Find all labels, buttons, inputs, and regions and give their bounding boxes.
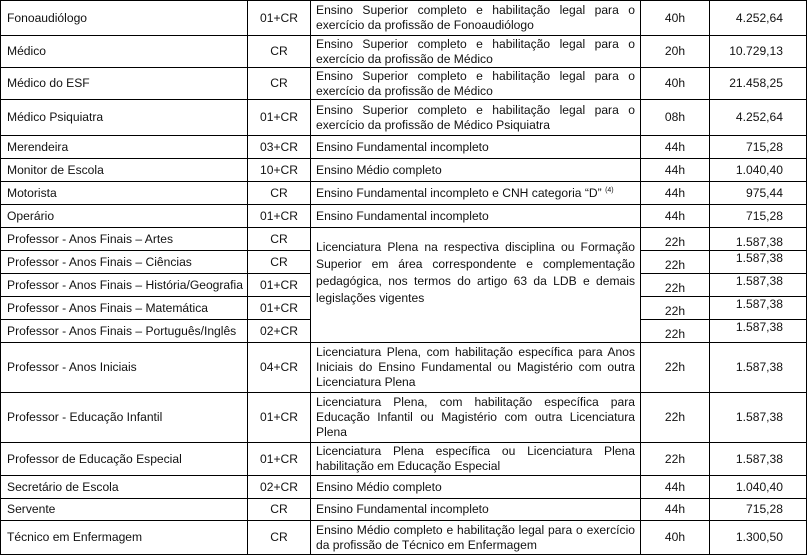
carga-horaria-cell: 44h	[641, 136, 710, 159]
cargo-cell: Secretário de Escola	[1, 476, 248, 499]
cargo-cell: Monitor de Escola	[1, 159, 248, 182]
carga-horaria-cell: 22h	[641, 393, 710, 443]
vagas-cell: 02+CR	[248, 320, 311, 343]
vencimento-cell: 1.587,38	[710, 228, 807, 251]
vagas-cell: 02+CR	[248, 476, 311, 499]
vencimento-cell: 4.252,64	[710, 1, 807, 36]
requisitos-cell	[311, 182, 641, 205]
vagas-cell: CR	[248, 182, 311, 205]
vagas-cell: 01+CR	[248, 443, 311, 476]
table-row	[1, 182, 807, 205]
carga-horaria-cell: 22h	[641, 343, 710, 393]
carga-horaria-cell: 44h	[641, 159, 710, 182]
table-row	[1, 521, 807, 555]
vagas-cell: 01+CR	[248, 1, 311, 36]
cargo-cell: Médico	[1, 36, 248, 68]
vencimento-cell: 1.587,38	[710, 274, 807, 297]
vencimento-cell: 1.300,50	[710, 521, 807, 555]
vencimento-cell: 1.040,40	[710, 159, 807, 182]
requisitos-anos-finais-cell: Licenciatura Plena na respectiva disciplina ou Formação Superior em área correspondente e complementação pedagógica, nos termos do artigo 63 da LDB e demais legislações vigentes	[311, 228, 641, 343]
table-row	[1, 36, 807, 68]
requisitos-cell: Licenciatura Plena, com habilitação específica para Anos Iniciais do Ensino Fundamental ou Magistério com outra Licenciatura Plena	[311, 343, 641, 393]
carga-horaria-cell: 22h	[641, 320, 710, 343]
carga-horaria-cell: 44h	[641, 499, 710, 521]
carga-horaria-cell: 40h	[641, 68, 710, 100]
vagas-cell: CR	[248, 251, 311, 274]
table-row	[1, 443, 807, 476]
vencimento-cell: 975,44	[710, 182, 807, 205]
cargo-cell: Professor - Anos Finais – Português/Inglês	[1, 320, 248, 343]
vagas-cell: CR	[248, 228, 311, 251]
table-row	[1, 205, 807, 228]
cargo-cell: Médico do ESF	[1, 68, 248, 100]
table-row	[1, 476, 807, 499]
vagas-cell: CR	[248, 68, 311, 100]
cargo-cell: Professor - Anos Finais – Matemática	[1, 297, 248, 320]
vencimento-cell: 1.040,40	[710, 476, 807, 499]
carga-horaria-cell: 44h	[641, 205, 710, 228]
vagas-cell: CR	[248, 36, 311, 68]
vagas-cell: 01+CR	[248, 100, 311, 136]
vencimento-cell: 1.587,38	[710, 393, 807, 443]
carga-horaria-cell: 22h	[641, 228, 710, 251]
cargo-cell: Professor - Anos Iniciais	[1, 343, 248, 393]
vencimento-cell: 1.587,38	[710, 320, 807, 343]
table-row	[1, 1, 807, 36]
table-row	[1, 100, 807, 136]
cargo-cell: Médico Psiquiatra	[1, 100, 248, 136]
cargo-cell: Fonoaudiólogo	[1, 1, 248, 36]
requisitos-cell: Ensino Fundamental incompleto	[311, 205, 641, 228]
cargo-cell: Professor - Educação Infantil	[1, 393, 248, 443]
requisitos-text: Ensino Fundamental incompleto e CNH categoria “D”	[316, 185, 602, 200]
vagas-cell: CR	[248, 499, 311, 521]
cargo-cell: Professor - Anos Finais – História/Geografia	[1, 274, 248, 297]
vencimento-cell: 715,28	[710, 499, 807, 521]
vencimento-cell: 715,28	[710, 205, 807, 228]
requisitos-cell: Ensino Superior completo e habilitação legal para o exercício da profissão de Fonoaudiólogo	[311, 1, 641, 36]
vagas-cell: CR	[248, 521, 311, 555]
carga-horaria-cell: 20h	[641, 36, 710, 68]
requisitos-cell: Ensino Médio completo e habilitação legal para o exercício da profissão de Técnico em Enfermagem	[311, 521, 641, 555]
cargo-cell: Professor - Anos Finais – Artes	[1, 228, 248, 251]
carga-horaria-cell: 22h	[641, 443, 710, 476]
requisitos-cell: Ensino Superior completo e habilitação legal para o exercício da profissão de Médico	[311, 36, 641, 68]
vagas-cell: 03+CR	[248, 136, 311, 159]
cargo-cell: Servente	[1, 499, 248, 521]
cargo-cell: Professor de Educação Especial	[1, 443, 248, 476]
cargo-cell: Operário	[1, 205, 248, 228]
table-row	[1, 393, 807, 443]
vencimento-cell: 1.587,38	[710, 297, 807, 320]
requisitos-cell: Ensino Fundamental incompleto	[311, 499, 641, 521]
cargo-cell: Merendeira	[1, 136, 248, 159]
table-row	[1, 68, 807, 100]
carga-horaria-cell: 08h	[641, 100, 710, 136]
carga-horaria-cell: 22h	[641, 297, 710, 320]
carga-horaria-cell: 22h	[641, 274, 710, 297]
requisitos-cell: Ensino Superior completo e habilitação legal para o exercício da profissão de Médico Psiquiatra	[311, 100, 641, 136]
vencimento-cell: 4.252,64	[710, 100, 807, 136]
carga-horaria-cell: 22h	[641, 251, 710, 274]
table-row	[1, 499, 807, 521]
requisitos-cell: Ensino Médio completo	[311, 159, 641, 182]
carga-horaria-cell: 44h	[641, 182, 710, 205]
cargo-cell: Técnico em Enfermagem	[1, 521, 248, 555]
table-row	[1, 228, 807, 251]
cargo-cell: Professor - Anos Finais – Ciências	[1, 251, 248, 274]
requisitos-cell: Ensino Médio completo	[311, 476, 641, 499]
vencimento-cell: 21.458,25	[710, 68, 807, 100]
vagas-cell: 01+CR	[248, 274, 311, 297]
vencimento-cell: 715,28	[710, 136, 807, 159]
requisitos-cell: Licenciatura Plena, com habilitação específica para Educação Infantil ou Magistério com outra Licenciatura Plena	[311, 393, 641, 443]
requisitos-cell: Ensino Fundamental incompleto	[311, 136, 641, 159]
vencimento-cell: 1.587,38	[710, 343, 807, 393]
table-row	[1, 159, 807, 182]
vencimento-cell: 1.587,38	[710, 251, 807, 274]
carga-horaria-cell: 40h	[641, 521, 710, 555]
cargo-cell: Motorista	[1, 182, 248, 205]
vagas-cell: 01+CR	[248, 205, 311, 228]
vagas-cell: 04+CR	[248, 343, 311, 393]
footnote-marker: (4)	[605, 186, 614, 194]
carga-horaria-cell: 44h	[641, 476, 710, 499]
carga-horaria-cell: 40h	[641, 1, 710, 36]
vencimento-cell: 10.729,13	[710, 36, 807, 68]
requisitos-cell: Ensino Superior completo e habilitação legal para o exercício da profissão de Médico	[311, 68, 641, 100]
vagas-cell: 01+CR	[248, 297, 311, 320]
vagas-cell: 10+CR	[248, 159, 311, 182]
table-row	[1, 343, 807, 393]
table-row	[1, 136, 807, 159]
vencimento-cell: 1.587,38	[710, 443, 807, 476]
requisitos-cell: Licenciatura Plena específica ou Licenciatura Plena habilitação em Educação Especial	[311, 443, 641, 476]
vagas-cell: 01+CR	[248, 393, 311, 443]
